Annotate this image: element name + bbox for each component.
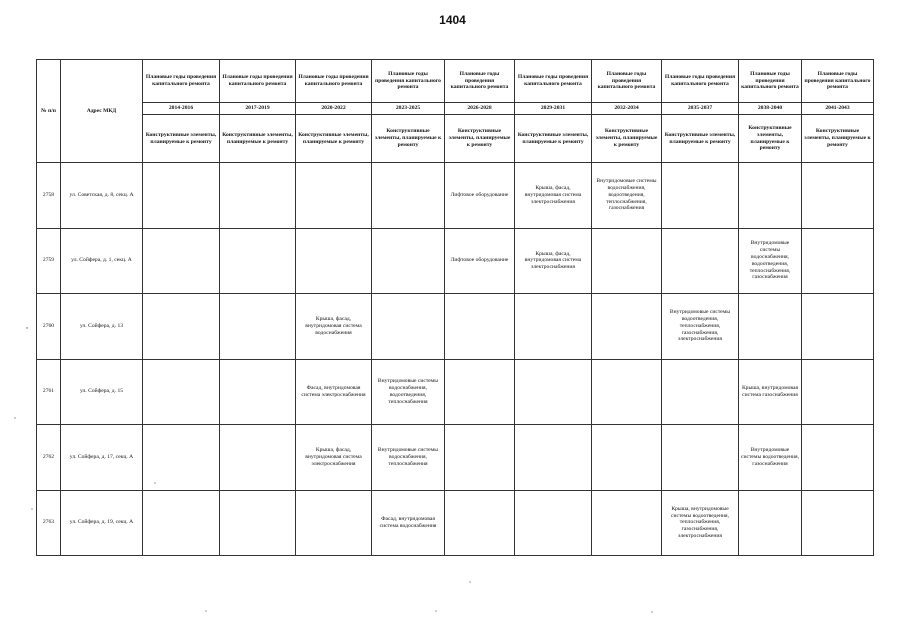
repair-cell xyxy=(220,228,296,294)
header-row-periods xyxy=(37,103,874,115)
repair-cell: Внутридомовые системы водоснабжения, водоотведения, теплоснабжения, газоснабжения xyxy=(739,228,802,294)
repair-cell xyxy=(220,359,296,425)
repair-cell xyxy=(802,425,874,491)
scan-speck xyxy=(205,610,206,611)
repair-cell xyxy=(739,294,802,360)
repair-cell: Внутридомовые системы водоснабжения, водоотведения, теплоснабжения, газоснабжения xyxy=(592,163,662,229)
repair-cell: Крыша, фасад, внутридомовая система электроснабжения xyxy=(515,228,592,294)
repair-cell xyxy=(515,490,592,556)
repair-cell xyxy=(220,163,296,229)
header-period: 2023-2025 xyxy=(372,103,445,115)
repair-cell xyxy=(372,294,445,360)
repair-cell xyxy=(662,425,739,491)
header-elements: Конструктивные элементы, планируемые к ремонту xyxy=(802,115,874,163)
row-address: ул. Сойфера, д. 17, секц. А xyxy=(61,425,143,491)
repair-cell xyxy=(515,359,592,425)
repair-cell: Внутридомовые системы водоотведения, газоснабжения xyxy=(739,425,802,491)
row-num: 2761 xyxy=(37,359,61,425)
header-period: 2032-2034 xyxy=(592,103,662,115)
scan-speck xyxy=(14,417,15,418)
repair-cell xyxy=(296,228,372,294)
repair-cell xyxy=(592,490,662,556)
repair-cell xyxy=(739,490,802,556)
scan-speck xyxy=(651,611,652,612)
repair-cell xyxy=(445,359,515,425)
repair-cell: Лифтовое оборудование xyxy=(445,228,515,294)
row-address: ул. Сойфера, д. 1, секц. А xyxy=(61,228,143,294)
header-period-title: Плановые годы проведения капитального ремонта xyxy=(220,60,296,103)
row-num: 2762 xyxy=(37,425,61,491)
repair-cell xyxy=(445,425,515,491)
row-num: 2758 xyxy=(37,163,61,229)
scan-speck xyxy=(435,610,436,611)
header-period-title: Плановые годы проведения капитального ремонта xyxy=(802,60,874,103)
row-address: ул. Сойфера, д. 13 xyxy=(61,294,143,360)
scan-speck xyxy=(31,508,32,509)
header-period: 2017-2019 xyxy=(220,103,296,115)
repair-cell xyxy=(445,490,515,556)
header-period-title: Плановые годы проведения капитального ремонта xyxy=(296,60,372,103)
repair-cell: Крыша, фасад, внутридомовая система водоснабжения xyxy=(296,294,372,360)
repair-cell xyxy=(220,490,296,556)
header-address: Адрес МКД xyxy=(61,60,143,163)
repair-cell: Крыша, внутридомовая система газоснабжения xyxy=(739,359,802,425)
page-number: 1404 xyxy=(439,13,466,27)
header-elements: Конструктивные элементы, планируемые к ремонту xyxy=(739,115,802,163)
header-elements: Конструктивные элементы, планируемые к ремонту xyxy=(372,115,445,163)
header-period: 2041-2043 xyxy=(802,103,874,115)
header-period-title: Плановые годы проведения капитального ремонта xyxy=(662,60,739,103)
repair-cell: Внутридомовые системы водоотведения, теплоснабжения, газоснабжения, электроснабжения xyxy=(662,294,739,360)
header-period-title: Плановые годы проведения капитального ремонта xyxy=(592,60,662,103)
table-row xyxy=(37,294,874,360)
repair-cell xyxy=(143,228,220,294)
header-period-title: Плановые годы проведения капитального ремонта xyxy=(372,60,445,103)
header-elements: Конструктивные элементы, планируемые к ремонту xyxy=(515,115,592,163)
header-elements: Конструктивные элементы, планируемые к ремонту xyxy=(662,115,739,163)
repair-cell xyxy=(802,228,874,294)
row-address: ул. Советская, д. 8, секц. А xyxy=(61,163,143,229)
repair-cell xyxy=(143,294,220,360)
header-row-elements xyxy=(37,115,874,163)
repair-cell xyxy=(802,163,874,229)
repair-cell xyxy=(372,163,445,229)
repair-cell xyxy=(662,359,739,425)
repair-cell xyxy=(592,228,662,294)
repair-cell: Крыша, внутридомовые системы водоотведения, теплоснабжения, газоснабжения, электроснабжения xyxy=(662,490,739,556)
table-row xyxy=(37,359,874,425)
repair-cell: Лифтовое оборудование xyxy=(445,163,515,229)
repair-cell xyxy=(515,425,592,491)
repair-cell xyxy=(143,490,220,556)
repair-cell xyxy=(143,359,220,425)
header-num: № п/п xyxy=(37,60,61,163)
repair-cell xyxy=(143,425,220,491)
repair-cell xyxy=(802,490,874,556)
table-row xyxy=(37,228,874,294)
row-num: 2759 xyxy=(37,228,61,294)
header-elements: Конструктивные элементы, планируемые к ремонту xyxy=(143,115,220,163)
row-num: 2763 xyxy=(37,490,61,556)
table-row xyxy=(37,163,874,229)
repair-cell xyxy=(220,425,296,491)
repair-cell xyxy=(662,228,739,294)
scan-speck xyxy=(26,327,27,328)
repair-cell xyxy=(802,294,874,360)
repair-cell xyxy=(296,490,372,556)
table-row xyxy=(37,425,874,491)
header-period: 2014-2016 xyxy=(143,103,220,115)
repair-cell xyxy=(372,228,445,294)
repair-cell: Фасад, внутридомовая система водоснабжения xyxy=(372,490,445,556)
header-elements: Конструктивные элементы, планируемые к ремонту xyxy=(592,115,662,163)
repair-cell: Внутридомовые системы водоснабжения, теплоснабжения xyxy=(372,425,445,491)
header-period: 2020-2022 xyxy=(296,103,372,115)
header-period: 2035-2037 xyxy=(662,103,739,115)
repair-cell xyxy=(592,425,662,491)
repair-cell: Фасад, внутридомовая система электроснабжения xyxy=(296,359,372,425)
repair-cell xyxy=(143,163,220,229)
repair-cell xyxy=(445,294,515,360)
header-period-title: Плановые годы проведения капитального ремонта xyxy=(739,60,802,103)
header-elements: Конструктивные элементы, планируемые к ремонту xyxy=(220,115,296,163)
scan-speck xyxy=(469,581,470,582)
header-period-title: Плановые годы проведения капитального ремонта xyxy=(515,60,592,103)
row-address: ул. Сойфера, д. 15 xyxy=(61,359,143,425)
repair-cell xyxy=(802,359,874,425)
repair-cell: Внутридомовые системы водоснабжения, водоотведения, теплоснабжения xyxy=(372,359,445,425)
repair-cell xyxy=(592,294,662,360)
header-elements: Конструктивные элементы, планируемые к ремонту xyxy=(296,115,372,163)
repair-cell: Крыша, фасад, внутридомовая система электроснабжения xyxy=(296,425,372,491)
header-elements: Конструктивные элементы, планируемые к ремонту xyxy=(445,115,515,163)
repair-cell xyxy=(592,359,662,425)
repair-cell xyxy=(662,163,739,229)
repair-cell xyxy=(296,163,372,229)
repair-cell xyxy=(739,163,802,229)
header-period: 2029-2031 xyxy=(515,103,592,115)
repair-cell xyxy=(515,294,592,360)
row-address: ул. Сойфера, д. 19, секц. А xyxy=(61,490,143,556)
header-period: 2026-2028 xyxy=(445,103,515,115)
row-num: 2760 xyxy=(37,294,61,360)
repair-cell: Крыша, фасад, внутридомовая система электроснабжения xyxy=(515,163,592,229)
table-row xyxy=(37,490,874,556)
header-period: 2038-2040 xyxy=(739,103,802,115)
header-period-title: Плановые годы проведения капитального ремонта xyxy=(143,60,220,103)
header-period-title: Плановые годы проведения капитального ремонта xyxy=(445,60,515,103)
capital-repair-table xyxy=(36,59,874,556)
repair-cell xyxy=(220,294,296,360)
header-row-period-title xyxy=(37,60,874,103)
